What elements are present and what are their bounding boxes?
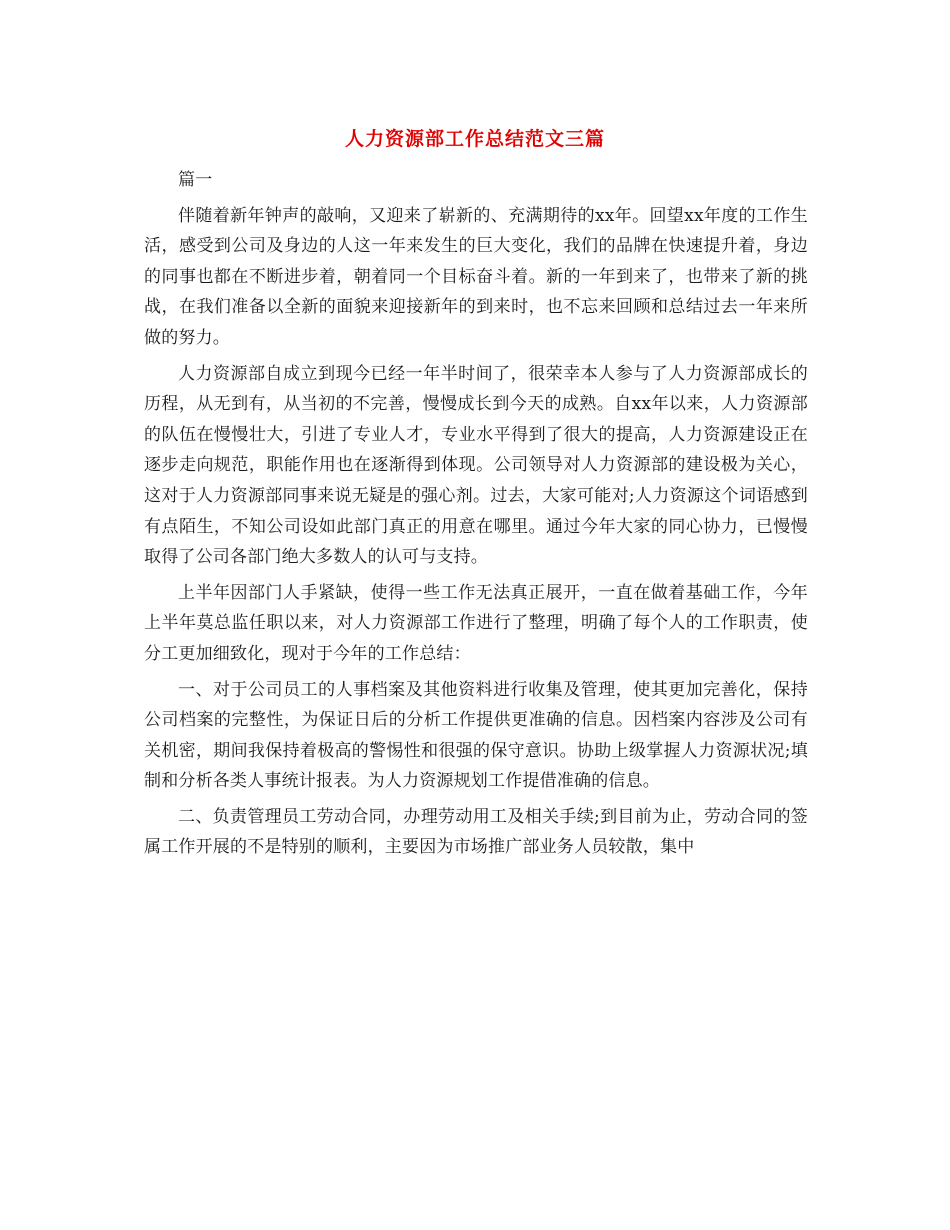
paragraph: 上半年因部门人手紧缺，使得一些工作无法真正展开，一直在做着基础工作，今年上半年莫总监任职以来，对人力资源部工作进行了整理，明确了每个人的工作职责，使分工更加细致化，现对于今年的工作总结： bbox=[144, 582, 808, 664]
paragraph: 一、对于公司员工的人事档案及其他资料进行收集及管理，使其更加完善化，保持公司档案的完整性，为保证日后的分析工作提供更准确的信息。因档案内容涉及公司有关机密，期间我保持着极高的警惕性和很强的保守意识。协助上级掌握人力资源状况;填制和分析各类人事统计报表。为人力资源规划工作提借准确的信息。 bbox=[144, 679, 808, 792]
paragraph: 伴随着新年钟声的敲响，又迎来了崭新的、充满期待的xx年。回望xx年度的工作生活，感受到公司及身边的人这一年来发生的巨大变化，我们的品牌在快速提升着，身边的同事也都在不断进步着，朝着同一个目标奋斗着。新的一年到来了，也带来了新的挑战，在我们准备以全新的面貌来迎接新年的到来时，也不忘来回顾和总结过去一年来所做的努力。 bbox=[144, 205, 808, 348]
document-title: 人力资源部工作总结范文三篇 bbox=[344, 128, 605, 150]
paragraph: 二、负责管理员工劳动合同，办理劳动用工及相关手续;到目前为止，劳动合同的签属工作开展的不是特别的顺利，主要因为市场推广部业务人员较散，集中 bbox=[144, 806, 808, 858]
paragraph: 人力资源部自成立到现今已经一年半时间了，很荣幸本人参与了人力资源部成长的历程，从无到有，从当初的不完善，慢慢成长到今天的成熟。自xx年以来，人力资源部的队伍在慢慢壮大，引进了专业人才，专业水平得到了很大的提高，人力资源建设正在逐步走向规范，职能作用也在逐渐得到体现。公司领导对人力资源部的建设极为关心，这对于人力资源部同事来说无疑是的强心剂。过去，大家可能对;人力资源这个词语感到有点陌生，不知公司设如此部门真正的用意在哪里。通过今年大家的同心协力，已慢慢取得了公司各部门绝大多数人的认可与支持。 bbox=[144, 363, 808, 568]
document-body bbox=[144, 165, 808, 863]
section-heading: 篇一 bbox=[178, 170, 213, 190]
